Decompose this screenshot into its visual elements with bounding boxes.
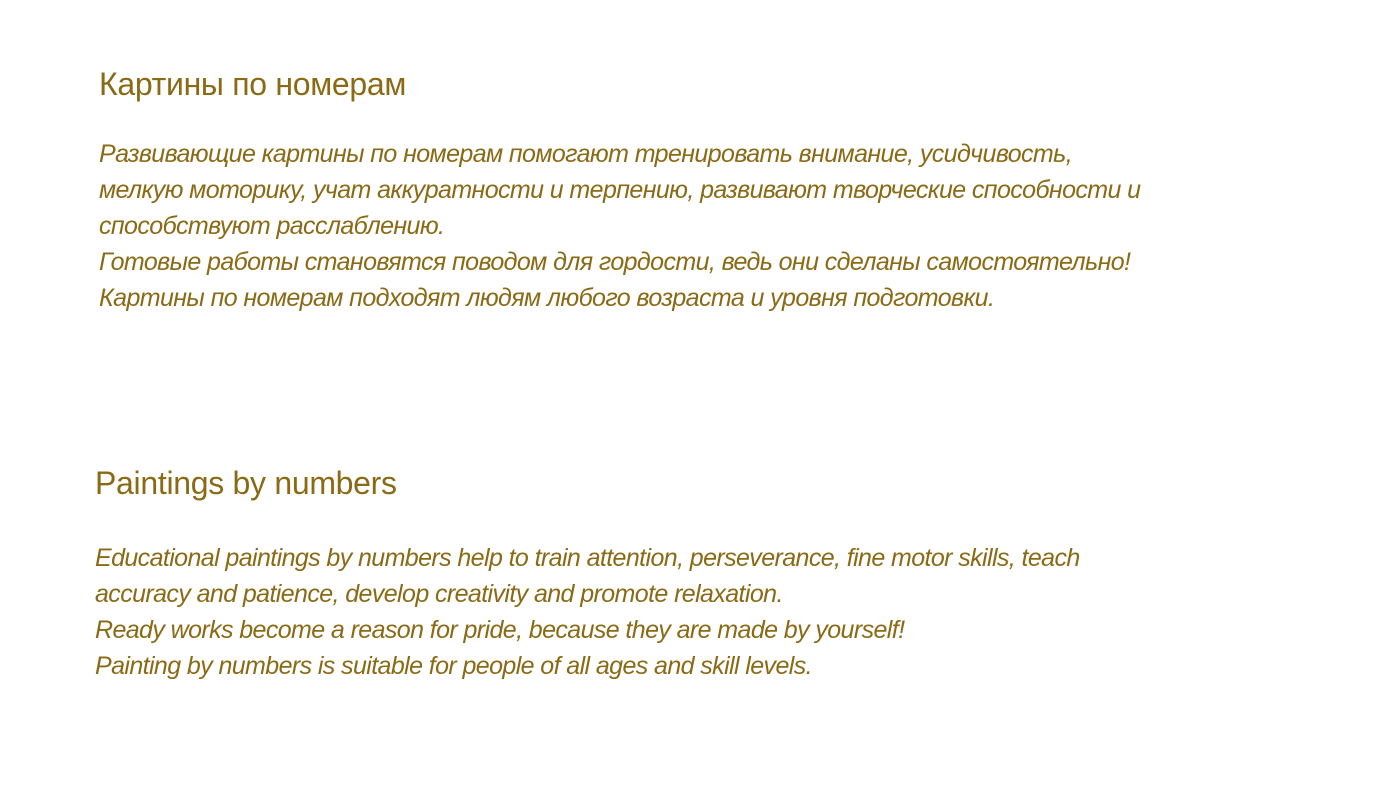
russian-description-line: способствуют расслаблению.: [99, 212, 445, 240]
russian-description-line: мелкую моторику, учат аккуратности и терпению, развивают творческие способности и: [99, 176, 1141, 204]
english-description-line: Painting by numbers is suitable for people of all ages and skill levels.: [95, 652, 812, 680]
russian-description-line: Развивающие картины по номерам помогают тренировать внимание, усидчивость,: [99, 140, 1073, 168]
russian-description-line: Картины по номерам подходят людям любого возраста и уровня подготовки.: [99, 284, 995, 312]
russian-section: [99, 64, 1400, 316]
english-description-line: Educational paintings by numbers help to train attention, perseverance, fine motor skills, teach: [95, 544, 1080, 572]
russian-description-line: Готовые работы становятся поводом для гордости, ведь они сделаны самостоятельно!: [99, 248, 1131, 276]
russian-description: [99, 136, 1400, 316]
english-description-line: Ready works become a reason for pride, because they are made by yourself!: [95, 616, 905, 644]
english-title: Paintings by numbers: [95, 465, 397, 501]
english-description: [95, 540, 1400, 684]
russian-title: Картины по номерам: [99, 66, 407, 102]
english-section: [95, 463, 1400, 684]
english-description-line: accuracy and patience, develop creativity and promote relaxation.: [95, 580, 783, 608]
